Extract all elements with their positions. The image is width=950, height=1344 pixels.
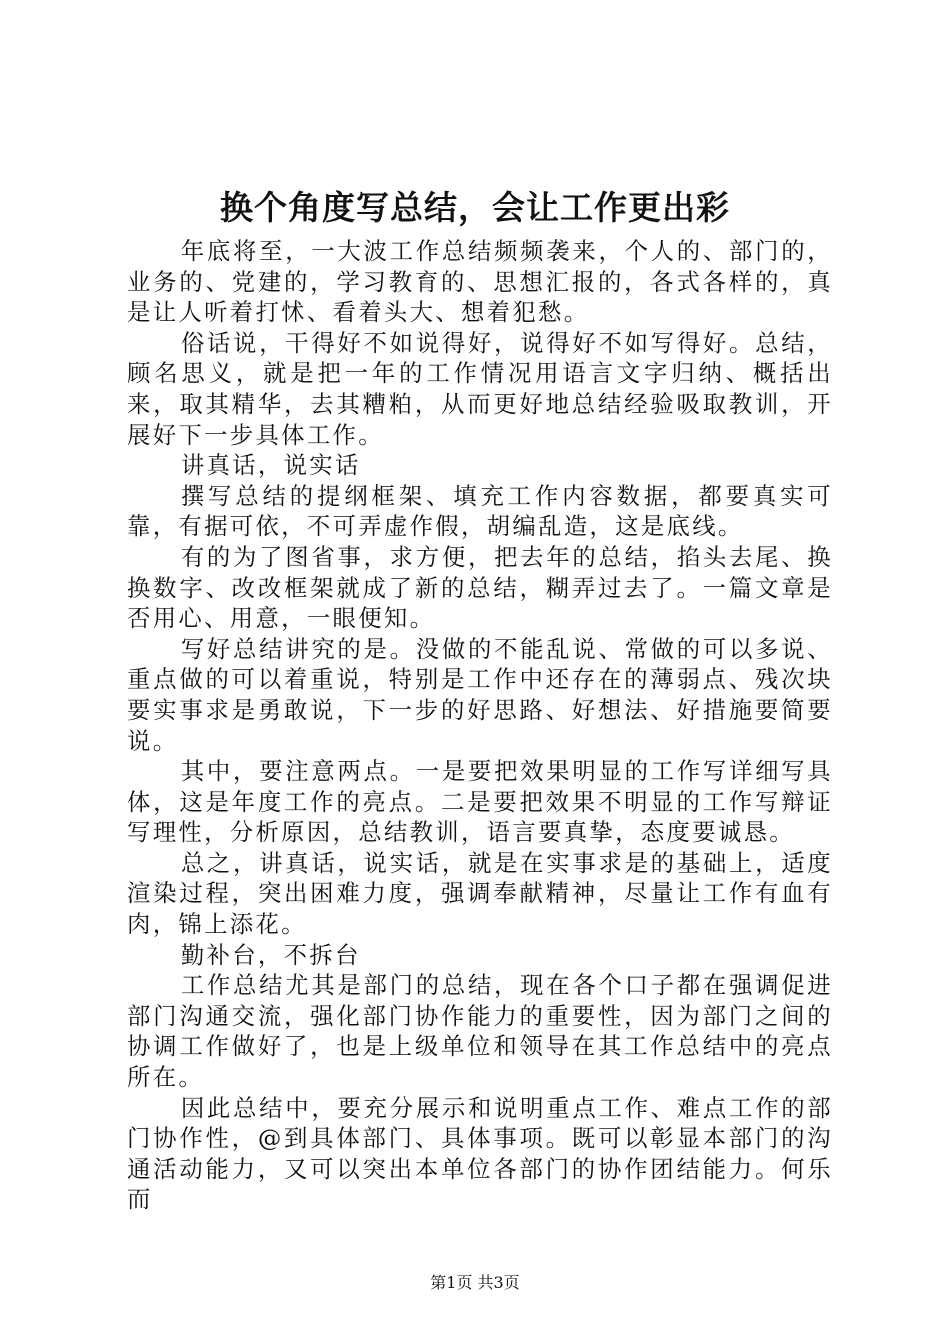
paragraph: 写好总结讲究的是。没做的不能乱说、常做的可以多说、重点做的可以着重说，特别是工作中还存在的薄弱点、残次块要实事求是勇敢说，下一步的好思路、好想法、好措施要简要说。 [127, 634, 833, 755]
paragraph: 俗话说，干得好不如说得好，说得好不如写得好。总结，顾名思义，就是把一年的工作情况用语言文字归纳、概括出来，取其精华，去其糟粕，从而更好地总结经验吸取教训，开展好下一步具体工作。 [127, 328, 833, 449]
section-heading: 勤补台，不拆台 [180, 940, 361, 969]
document-body [127, 236, 833, 1215]
paragraph: 年底将至，一大波工作总结频频袭来，个人的、部门的，业务的、党建的，学习教育的、思想汇报的，各式各样的，真是让人听着打怵、看着头大、想着犯愁。 [127, 237, 833, 327]
section-heading: 讲真话，说实话 [180, 451, 361, 480]
paragraph: 工作总结尤其是部门的总结，现在各个口子都在强调促进部门沟通交流，强化部门协作能力的重要性，因为部门之间的协调工作做好了，也是上级单位和领导在其工作总结中的亮点所在。 [127, 971, 833, 1092]
page-number-footer: 第1页 共3页 [430, 1273, 520, 1292]
document-title: 换个角度写总结，会让工作更出彩 [220, 188, 730, 227]
paragraph: 因此总结中，要充分展示和说明重点工作、难点工作的部门协作性，@到具体部门、具体事项。既可以彰显本部门的沟通活动能力，又可以突出本单位各部门的协作团结能力。何乐而 [127, 1093, 833, 1214]
paragraph: 撰写总结的提纲框架、填充工作内容数据，都要真实可靠，有据可依，不可弄虚作假，胡编乱造，这是底线。 [127, 481, 833, 541]
paragraph: 其中，要注意两点。一是要把效果明显的工作写详细写具体，这是年度工作的亮点。二是要把效果不明显的工作写辩证写理性，分析原因，总结教训，语言要真挚，态度要诚恳。 [127, 757, 833, 847]
paragraph: 有的为了图省事，求方便，把去年的总结，掐头去尾、换换数字、改改框架就成了新的总结，糊弄过去了。一篇文章是否用心、用意，一眼便知。 [127, 542, 833, 633]
paragraph: 总之，讲真话，说实话，就是在实事求是的基础上，适度渲染过程，突出困难力度，强调奉献精神，尽量让工作有血有肉，锦上添花。 [127, 848, 833, 939]
